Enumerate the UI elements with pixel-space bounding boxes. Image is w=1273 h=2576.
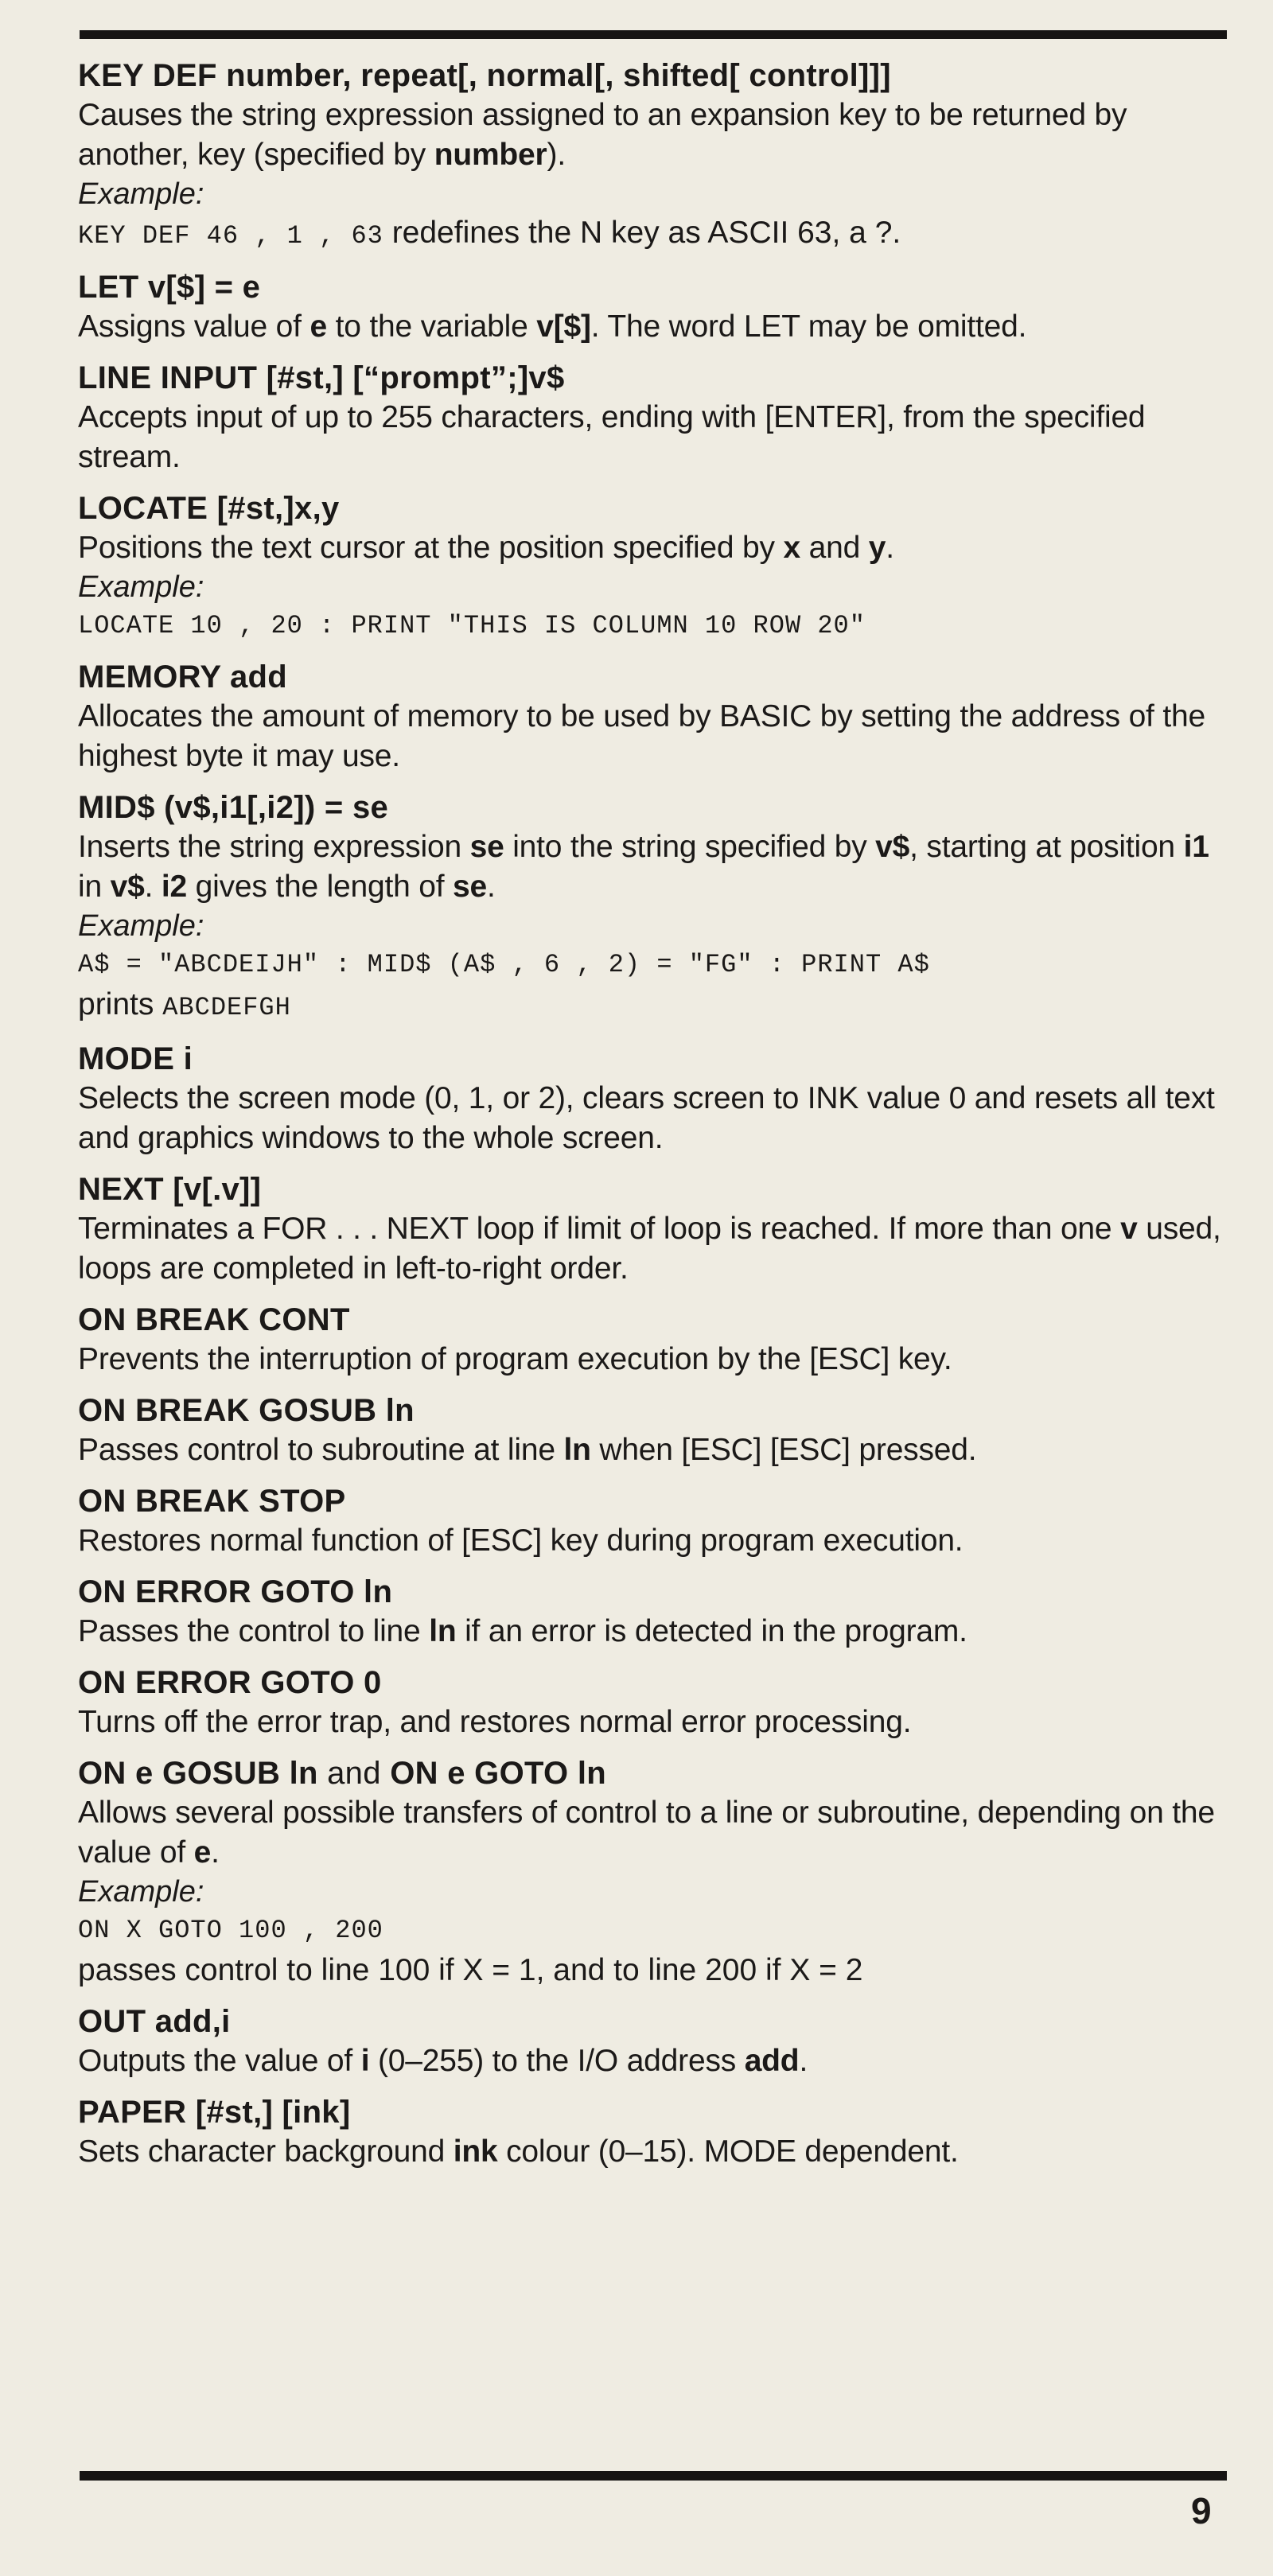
entry-description: Prevents the interruption of program execution by the [ESC] key. (78, 1342, 952, 1376)
entry-syntax: MEMORY add (78, 660, 288, 695)
command-reference-list (78, 56, 1240, 2172)
entry-description: Turns off the error trap, and restores normal error processing. (78, 1705, 912, 1739)
entry-description: Inserts the string expression se into the string specified by v$, starting at position i1 in v$. i2 gives the length of se. (78, 830, 1209, 904)
entry-out (78, 2002, 1240, 2081)
entry-syntax: ON BREAK STOP (78, 1484, 346, 1519)
entry-syntax: KEY DEF number, repeat[, normal[, shifted[ control]]] (78, 58, 891, 93)
entry-on-break-cont (78, 1300, 1240, 1379)
entry-description: Positions the text cursor at the position specified by x and y. (78, 531, 894, 565)
entry-syntax: LINE INPUT [#st,] [“prompt”;]v$ (78, 360, 565, 395)
entry-description: Assigns value of e to the variable v[$]. The word LET may be omitted. (78, 309, 1027, 344)
example-code: KEY DEF 46 , 1 , 63 (78, 221, 383, 251)
example-line (78, 985, 1240, 1028)
entry-on-break-stop (78, 1481, 1240, 1561)
entry-syntax: ON BREAK CONT (78, 1302, 350, 1337)
bottom-rule (80, 2471, 1227, 2481)
entry-syntax: MID$ (v$,i1[,i2]) = se (78, 790, 389, 825)
example-text: redefines the N key as ASCII 63, a ?. (383, 216, 901, 250)
entry-let (78, 267, 1240, 347)
entry-on-gosub-goto (78, 1753, 1240, 1990)
example-code: LOCATE 10 , 20 : PRINT "THIS IS COLUMN 10 ROW 20" (78, 611, 866, 640)
entry-description: Outputs the value of i (0–255) to the I/O address add. (78, 2044, 808, 2078)
entry-locate (78, 488, 1240, 646)
example-code: A$ = "ABCDEIJH" : MID$ (A$ , 6 , 2) = "FG" : PRINT A$ (78, 950, 930, 979)
entry-syntax: OUT add,i (78, 2004, 231, 2039)
entry-next (78, 1169, 1240, 1289)
example-label: Example: (78, 570, 204, 604)
entry-syntax: ON ERROR GOTO 0 (78, 1665, 382, 1700)
entry-description: Selects the screen mode (0, 1, or 2), clears screen to INK value 0 and resets all text and graphics windows to the whole screen. (78, 1081, 1215, 1155)
entry-description: Sets character background ink colour (0–15). MODE dependent. (78, 2134, 959, 2169)
entry-syntax: ON ERROR GOTO ln (78, 1574, 393, 1609)
entry-syntax: LOCATE [#st,]x,y (78, 491, 340, 526)
entry-description: Allocates the amount of memory to be used by BASIC by setting the address of the highest byte it may use. (78, 699, 1205, 773)
entry-paper (78, 2092, 1240, 2172)
entry-description: Passes control to subroutine at line ln when [ESC] [ESC] pressed. (78, 1433, 977, 1467)
entry-description: Terminates a FOR . . . NEXT loop if limit of loop is reached. If more than one v used, loops are completed in left-to-right order. (78, 1212, 1221, 1286)
example-label: Example: (78, 1875, 204, 1909)
example-text: prints (78, 987, 163, 1021)
example-code: ABCDEFGH (162, 993, 291, 1022)
entry-mid (78, 788, 1240, 1028)
entry-key-def (78, 56, 1240, 256)
entry-description: Restores normal function of [ESC] key during program execution. (78, 1523, 964, 1558)
entry-description: Accepts input of up to 255 characters, ending with [ENTER], from the specified stream. (78, 400, 1146, 474)
entry-description: Allows several possible transfers of control to a line or subroutine, depending on the value of e. (78, 1796, 1215, 1870)
entry-description: Passes the control to line ln if an error is detected in the program. (78, 1614, 967, 1648)
example-label: Example: (78, 177, 204, 211)
entry-syntax: ON e GOSUB ln and ON e GOTO ln (78, 1756, 606, 1791)
top-rule (80, 30, 1227, 39)
page-number: 9 (1191, 2490, 1212, 2531)
example-text: passes control to line 100 if X = 1, and to line 200 if X = 2 (78, 1953, 863, 1987)
example-label: Example: (78, 909, 204, 943)
entry-syntax: NEXT [v[.v]] (78, 1172, 262, 1207)
entry-syntax: LET v[$] = e (78, 270, 261, 305)
entry-line-input (78, 358, 1240, 477)
entry-syntax: MODE i (78, 1041, 193, 1076)
entry-syntax: PAPER [#st,] [ink] (78, 2095, 351, 2130)
entry-on-break-gosub (78, 1391, 1240, 1470)
entry-description: Causes the string expression assigned to an expansion key to be returned by another, key (specified by number). (78, 98, 1127, 172)
entry-on-error-goto (78, 1572, 1240, 1652)
entry-syntax: ON BREAK GOSUB ln (78, 1393, 415, 1428)
entry-on-error-goto-0 (78, 1663, 1240, 1742)
example-code: ON X GOTO 100 , 200 (78, 1916, 383, 1945)
entry-memory (78, 657, 1240, 776)
entry-mode (78, 1039, 1240, 1158)
example-line (78, 213, 1240, 256)
